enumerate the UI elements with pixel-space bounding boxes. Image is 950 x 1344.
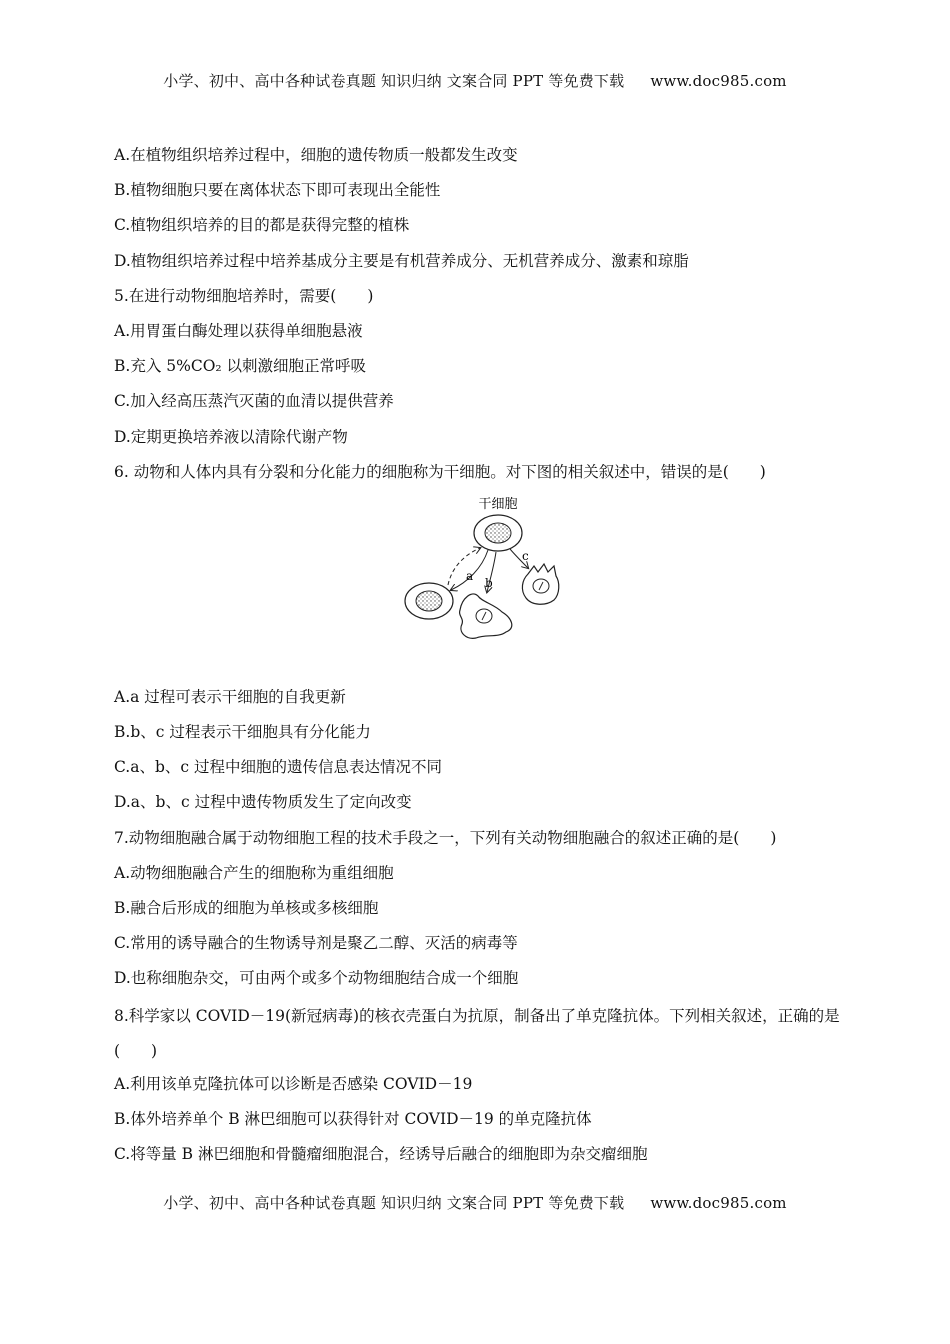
q8-stem: 8.科学家以 COVID－19(新冠病毒)的核衣壳蛋白为抗原，制备出了单克隆抗体。下列相关叙述，正确的是( ) (114, 1006, 840, 1060)
q7-option-b: B.融合后形成的细胞为单核或多核细胞 (114, 899, 379, 917)
q7-option-a: A.动物细胞融合产生的细胞称为重组细胞 (114, 863, 394, 882)
q4-option-a: A.在植物组织培养过程中，细胞的遗传物质一般都发生改变 (114, 146, 518, 164)
q8-option-a: A.利用该单克隆抗体可以诊断是否感染 COVID－19 (114, 1074, 473, 1093)
q4-option-d: D.植物组织培养过程中培养基成分主要是有机营养成分、无机营养成分、激素和琼脂 (114, 251, 689, 270)
stem-cell-top (474, 515, 522, 551)
q7-stem: 7.动物细胞融合属于动物细胞工程的技术手段之一，下列有关动物细胞融合的叙述正确的是( ) (114, 828, 777, 847)
q6-option-c: C.a、b、c 过程中细胞的遗传信息表达情况不同 (114, 758, 443, 777)
differentiated-cell-c (522, 564, 558, 604)
q7-option-c: C.常用的诱导融合的生物诱导剂是聚乙二醇、灭活的病毒等 (114, 934, 518, 953)
q4-option-b: B.植物细胞只要在离体状态下即可表现出全能性 (114, 181, 441, 200)
q6-option-a: A.a 过程可表示干细胞的自我更新 (114, 687, 346, 706)
footer-site: www.doc985.com (650, 1194, 787, 1212)
q8-option-c: C.将等量 B 淋巴细胞和骨髓瘤细胞混合，经诱导后融合的细胞即为杂交瘤细胞 (114, 1145, 648, 1164)
q6-option-d: D.a、b、c 过程中遗传物质发生了定向改变 (114, 793, 412, 812)
q6-option-b: B.b、c 过程表示干细胞具有分化能力 (114, 723, 371, 742)
q5-stem: 5.在进行动物细胞培养时，需要( ) (114, 286, 374, 305)
stem-cell-figure-svg (386, 492, 596, 672)
document-body (114, 140, 844, 1175)
q5-option-d: D.定期更换培养液以清除代谢产物 (114, 427, 348, 446)
label-a: a (466, 568, 474, 583)
q5-option-c: C.加入经高压蒸汽灭菌的血清以提供营养 (114, 392, 394, 411)
dashed-arrow-self-renewal (448, 548, 480, 585)
header-text: 小学、初中、高中各种试卷真题 知识归纳 文案合同 PPT 等免费下载 (163, 72, 625, 90)
q5-option-b: B.充入 5%CO₂ 以刺激细胞正常呼吸 (114, 357, 367, 376)
figure-title: 干细胞 (478, 496, 518, 512)
page-footer (0, 1192, 950, 1213)
q6-stem: 6. 动物和人体内具有分裂和分化能力的细胞称为干细胞。对下图的相关叙述中，错误的是( ) (114, 462, 766, 481)
q7-option-d: D.也称细胞杂交，可由两个或多个动物细胞结合成一个细胞 (114, 969, 519, 988)
stem-cell-diagram (114, 492, 844, 682)
q4-option-c: C.植物组织培养的目的都是获得完整的植株 (114, 216, 410, 235)
q5-option-a: A.用胃蛋白酶处理以获得单细胞悬液 (114, 321, 363, 340)
label-c: c (522, 548, 529, 563)
differentiated-cell-b (460, 594, 512, 638)
header-site: www.doc985.com (650, 72, 787, 90)
footer-text: 小学、初中、高中各种试卷真题 知识归纳 文案合同 PPT 等免费下载 (163, 1194, 625, 1212)
q8-option-b: B.体外培养单个 B 淋巴细胞可以获得针对 COVID－19 的单克隆抗体 (114, 1110, 592, 1129)
label-b: b (485, 575, 493, 590)
stem-cell-bottom-left (405, 583, 453, 619)
page-header (0, 70, 950, 91)
